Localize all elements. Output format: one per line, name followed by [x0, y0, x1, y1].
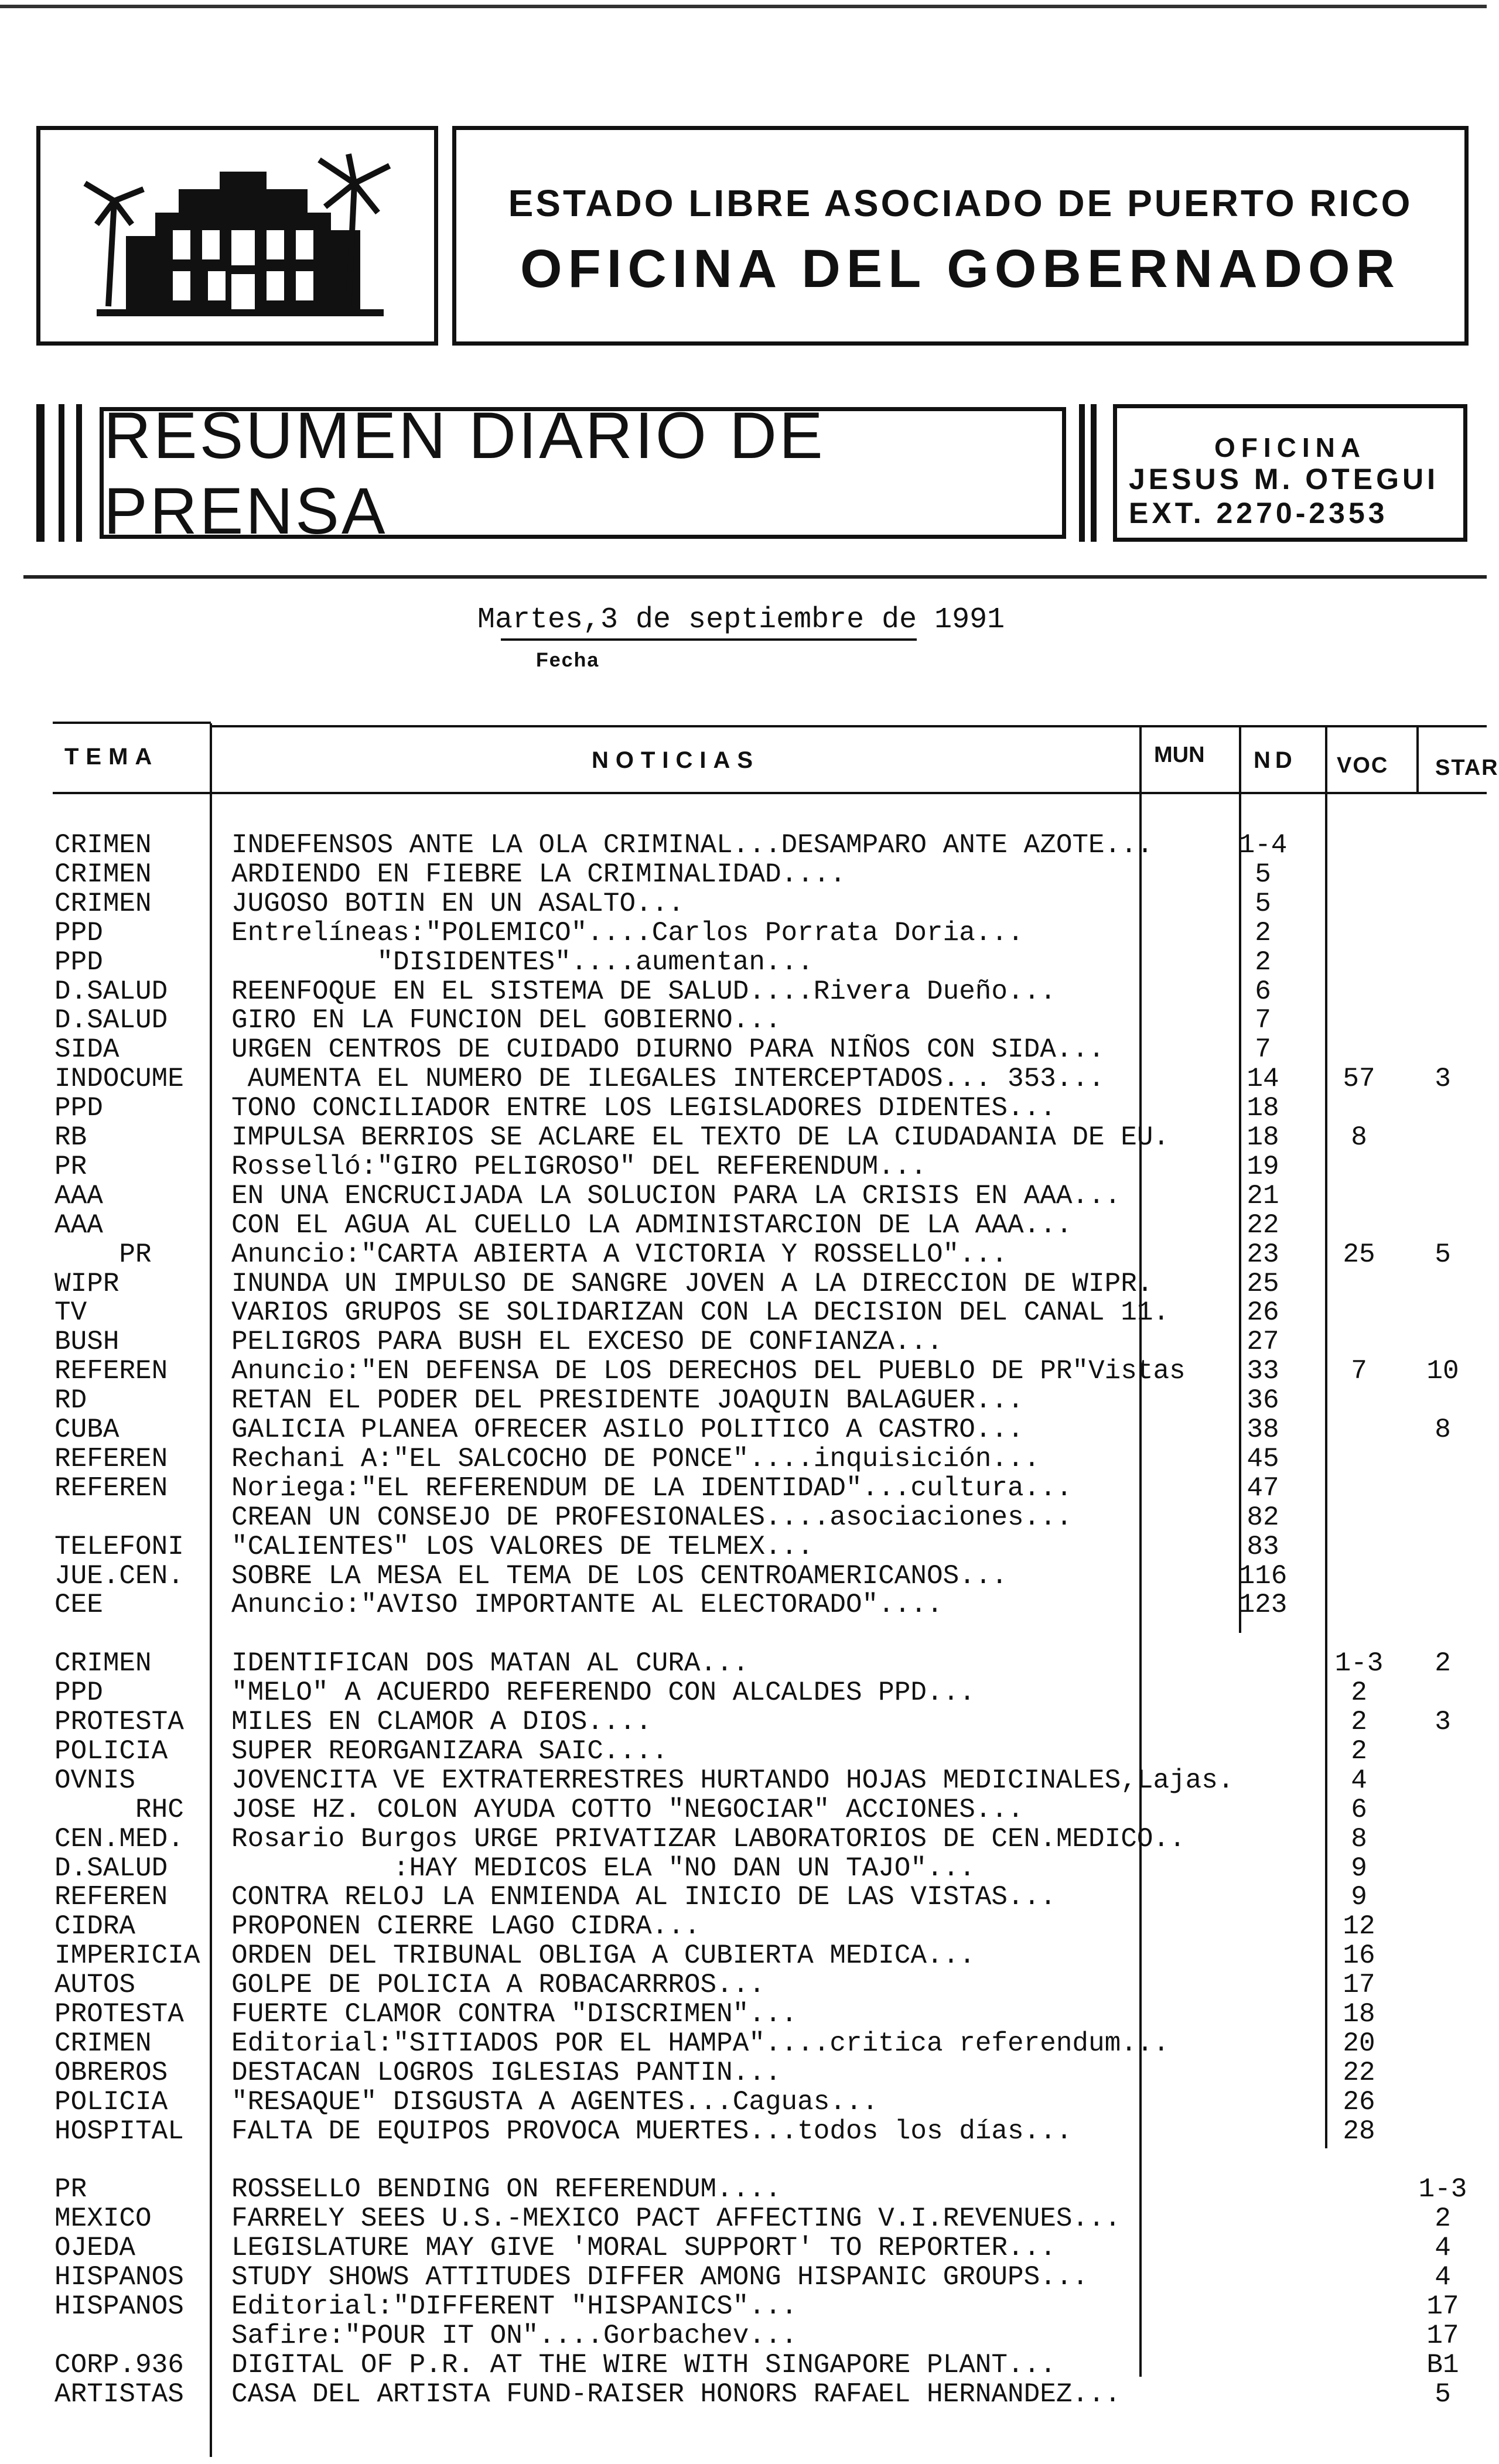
table-row [0, 1590, 1487, 1619]
row-tema: REFEREN [54, 1882, 168, 1913]
resumen-title-box [100, 398, 1066, 548]
table-row [0, 831, 1487, 860]
table-header-bottom-line [53, 792, 1487, 794]
row-tema: PPD [54, 917, 103, 948]
row-tema: CIDRA [54, 1911, 136, 1942]
row-tema: CORP.936 [54, 2349, 184, 2380]
row-tema: CRIMEN [54, 888, 152, 919]
table-row [0, 1474, 1487, 1503]
row-headline: Safire:"POUR IT ON"....Gorbachev... [231, 2320, 798, 2351]
table-row [0, 1678, 1487, 1707]
row-tema: CEN.MED. [54, 1823, 184, 1854]
row-headline: MILES EN CLAMOR A DIOS.... [231, 1707, 652, 1737]
row-voc-page: 28 [1343, 2116, 1375, 2147]
row-headline: GOLPE DE POLICIA A ROBACARRROS... [231, 1970, 765, 2001]
col-header-tema: TEMA [64, 744, 159, 770]
table-row [0, 2087, 1487, 2117]
row-star-page: 8 [1435, 1414, 1451, 1445]
table-row [0, 2029, 1487, 2058]
row-tema: TELEFONI [54, 1531, 184, 1562]
row-tema: SIDA [54, 1034, 119, 1065]
row-headline: ROSSELLO BENDING ON REFERENDUM.... [231, 2174, 781, 2205]
table-row [0, 1035, 1487, 1064]
row-voc-page: 9 [1351, 1853, 1367, 1884]
row-tema: CRIMEN [54, 859, 152, 890]
row-headline: JUGOSO BOTIN EN UN ASALTO... [231, 888, 684, 919]
table-row [0, 1298, 1487, 1327]
right-bar-2 [1091, 404, 1097, 542]
row-voc-page: 16 [1343, 1940, 1375, 1971]
row-tema: RHC [54, 1794, 184, 1825]
row-tema: REFEREN [54, 1443, 168, 1474]
row-headline: PROPONEN CIERRE LAGO CIDRA... [231, 1911, 701, 1942]
top-edge-line [0, 5, 1487, 8]
row-star-page: 3 [1435, 1064, 1451, 1095]
row-tema: OBREROS [54, 2057, 168, 2088]
row-voc-page: 26 [1343, 2086, 1375, 2117]
right-bar-1 [1079, 404, 1085, 542]
row-headline: CREAN UN CONSEJO DE PROFESIONALES....asociaciones... [231, 1502, 1073, 1533]
row-tema: PR [54, 2174, 87, 2205]
table-row [0, 1970, 1487, 2000]
row-star-page: 2 [1435, 1648, 1451, 1679]
row-nd-page: 14 [1247, 1064, 1279, 1095]
table-row [0, 1240, 1487, 1269]
table-row [0, 1854, 1487, 1883]
row-tema: PROTESTA [54, 1707, 184, 1737]
table-row [0, 2058, 1487, 2087]
row-tema: D.SALUD [54, 1005, 168, 1036]
row-tema: CEE [54, 1590, 103, 1621]
header-rule [23, 575, 1487, 579]
row-tema: PR [54, 1151, 87, 1182]
row-headline: INUNDA UN IMPULSO DE SANGRE JOVEN A LA DIRECCION DE WIPR. [231, 1268, 1153, 1299]
date-text: Martes,3 de septiembre de 1991 [477, 603, 1005, 637]
government-name: ESTADO LIBRE ASOCIADO DE PUERTO RICO [508, 182, 1413, 224]
row-tema: POLICIA [54, 1735, 168, 1766]
logo-box [36, 126, 438, 346]
row-headline: :HAY MEDICOS ELA "NO DAN UN TAJO"... [231, 1853, 975, 1884]
row-tema: CRIMEN [54, 830, 152, 860]
row-star-page: 3 [1435, 1707, 1451, 1737]
row-headline: URGEN CENTROS DE CUIDADO DIURNO PARA NIÑOS CON SIDA... [231, 1034, 1105, 1065]
row-tema: AAA [54, 1180, 103, 1211]
table-row [0, 1766, 1487, 1795]
row-nd-page: 1-4 [1238, 830, 1288, 860]
row-headline: TONO CONCILIADOR ENTRE LOS LEGISLADORES DIDENTES... [231, 1093, 1056, 1124]
table-row [0, 1649, 1487, 1678]
row-nd-page: 82 [1247, 1502, 1279, 1533]
col-header-mun: MUN [1154, 743, 1205, 767]
row-nd-page: 123 [1238, 1590, 1288, 1621]
col-header-star: STAR [1435, 756, 1499, 780]
row-headline: "MELO" A ACUERDO REFERENDO CON ALCALDES PPD... [231, 1677, 975, 1708]
table-row [0, 1093, 1487, 1123]
row-nd-page: 18 [1247, 1122, 1279, 1153]
table-row [0, 1561, 1487, 1591]
row-tema: HISPANOS [54, 2291, 184, 2322]
row-headline: "CALIENTES" LOS VALORES DE TELMEX... [231, 1531, 814, 1562]
row-headline: Editorial:"SITIADOS POR EL HAMPA"....critica referendum... [231, 2028, 1170, 2059]
resumen-title: RESUMEN DIARIO DE PRENSA [104, 398, 825, 548]
row-voc-page: 2 [1351, 1707, 1367, 1737]
row-tema: AUTOS [54, 1970, 136, 2001]
row-star-page: 4 [1435, 2262, 1451, 2293]
row-voc-page: 12 [1343, 1911, 1375, 1942]
row-nd-page: 7 [1255, 1005, 1271, 1036]
row-star-page: B1 [1426, 2349, 1459, 2380]
row-tema: JUE.CEN. [54, 1560, 184, 1591]
table-header-top-line [211, 725, 1487, 727]
row-headline: "DISIDENTES"....aumentan... [231, 946, 814, 978]
row-tema: PPD [54, 1093, 103, 1124]
row-headline: VARIOS GRUPOS SE SOLIDARIZAN CON LA DECISION DEL CANAL 11. [231, 1297, 1170, 1328]
row-nd-page: 19 [1247, 1151, 1279, 1182]
table-row [0, 1882, 1487, 1912]
row-headline: PELIGROS PARA BUSH EL EXCESO DE CONFIANZA... [231, 1327, 943, 1358]
row-star-page: 17 [1426, 2320, 1459, 2351]
table-row [0, 2000, 1487, 2029]
row-star-page: 17 [1426, 2291, 1459, 2322]
table-row [0, 1152, 1487, 1181]
table-row [0, 2175, 1487, 2204]
row-headline: Noriega:"EL REFERENDUM DE LA IDENTIDAD"...cultura... [231, 1472, 1073, 1503]
row-headline: EN UNA ENCRUCIJADA LA SOLUCION PARA LA CRISIS EN AAA... [231, 1180, 1121, 1211]
contact-office-label: OFICINA [1214, 432, 1367, 463]
table-row [0, 1327, 1487, 1356]
table-row [0, 889, 1487, 918]
row-nd-page: 5 [1255, 859, 1271, 890]
table-row [0, 2204, 1487, 2233]
table-row [0, 1269, 1487, 1298]
row-headline: FARRELY SEES U.S.-MEXICO PACT AFFECTING V.I.REVENUES... [231, 2203, 1121, 2234]
row-headline: RETAN EL PODER DEL PRESIDENTE JOAQUIN BALAGUER... [231, 1385, 1024, 1416]
col-header-noticias: NOTICIAS [592, 747, 760, 773]
table-row [0, 2350, 1487, 2380]
row-headline: REENFOQUE EN EL SISTEMA DE SALUD....Rivera Dueño... [231, 976, 1056, 1007]
row-voc-page: 8 [1351, 1823, 1367, 1854]
table-row [0, 1912, 1487, 1941]
row-headline: IMPULSA BERRIOS SE ACLARE EL TEXTO DE LA CIUDADANIA DE EU. [231, 1122, 1170, 1153]
row-tema: WIPR [54, 1268, 119, 1299]
row-headline: "RESAQUE" DISGUSTA A AGENTES...Caguas... [231, 2086, 879, 2117]
table-row [0, 1356, 1487, 1386]
table-row [0, 2380, 1487, 2409]
row-headline: Rosario Burgos URGE PRIVATIZAR LABORATORIOS DE CEN.MEDICO.. [231, 1823, 1186, 1854]
row-tema: PR [54, 1239, 152, 1270]
table-row [0, 1795, 1487, 1824]
row-headline: DIGITAL OF P.R. AT THE WIRE WITH SINGAPORE PLANT... [231, 2349, 1056, 2380]
tema-header-top-line [53, 722, 211, 724]
table-row [0, 1181, 1487, 1211]
table-row [0, 1444, 1487, 1474]
row-nd-page: 18 [1247, 1093, 1279, 1124]
row-headline: SUPER REORGANIZARA SAIC.... [231, 1735, 668, 1766]
row-nd-page: 2 [1255, 917, 1271, 948]
table-row [0, 977, 1487, 1006]
row-headline: Anuncio:"CARTA ABIERTA A VICTORIA Y ROSSELLO"... [231, 1239, 1008, 1270]
row-tema: IMPERICIA [54, 1940, 200, 1971]
row-nd-page: 26 [1247, 1297, 1279, 1328]
row-headline: ARDIENDO EN FIEBRE LA CRIMINALIDAD.... [231, 859, 846, 890]
star-column-divider [1416, 725, 1419, 792]
table-row [0, 2117, 1487, 2146]
row-tema: D.SALUD [54, 976, 168, 1007]
row-headline: Rechani A:"EL SALCOCHO DE PONCE"....inquisición... [231, 1443, 1040, 1474]
row-tema: AAA [54, 1209, 103, 1240]
row-voc-page: 22 [1343, 2057, 1375, 2088]
contact-box [1113, 404, 1467, 542]
row-star-page: 5 [1435, 1239, 1451, 1270]
row-nd-page: 21 [1247, 1180, 1279, 1211]
row-tema: ARTISTAS [54, 2378, 184, 2410]
row-tema: INDOCUME [54, 1064, 184, 1095]
row-headline: FALTA DE EQUIPOS PROVOCA MUERTES...todos los días... [231, 2116, 1073, 2147]
row-nd-page: 22 [1247, 1209, 1279, 1240]
row-star-page: 2 [1435, 2203, 1451, 2234]
row-headline: FUERTE CLAMOR CONTRA "DISCRIMEN"... [231, 1999, 798, 2029]
row-tema: RD [54, 1385, 87, 1416]
row-nd-page: 23 [1247, 1239, 1279, 1270]
row-nd-page: 38 [1247, 1414, 1279, 1445]
left-bar-1 [36, 404, 45, 542]
row-voc-page: 18 [1343, 1999, 1375, 2029]
row-headline: DESTACAN LOGROS IGLESIAS PANTIN... [231, 2057, 781, 2088]
row-tema: BUSH [54, 1327, 119, 1358]
left-bar-3 [76, 404, 82, 542]
table-row [0, 1064, 1487, 1093]
table-row [0, 2233, 1487, 2263]
row-nd-page: 45 [1247, 1443, 1279, 1474]
row-voc-page: 20 [1343, 2028, 1375, 2059]
row-tema: HISPANOS [54, 2262, 184, 2293]
table-row [0, 1619, 1487, 1649]
row-tema: RB [54, 1122, 87, 1153]
row-tema: CRIMEN [54, 2028, 152, 2059]
row-star-page: 4 [1435, 2233, 1451, 2264]
row-headline: CASA DEL ARTISTA FUND-RAISER HONORS RAFAEL HERNANDEZ... [231, 2378, 1121, 2410]
row-nd-page: 27 [1247, 1327, 1279, 1358]
contact-extension: EXT. 2270-2353 [1129, 497, 1388, 529]
row-voc-page: 4 [1351, 1765, 1367, 1796]
row-tema: REFEREN [54, 1472, 168, 1503]
row-voc-page: 2 [1351, 1677, 1367, 1708]
row-nd-page: 6 [1255, 976, 1271, 1007]
row-voc-page: 9 [1351, 1882, 1367, 1913]
row-voc-page: 17 [1343, 1970, 1375, 2001]
row-headline: CONTRA RELOJ LA ENMIENDA AL INICIO DE LAS VISTAS... [231, 1882, 1056, 1913]
row-tema: D.SALUD [54, 1853, 168, 1884]
row-nd-page: 7 [1255, 1034, 1271, 1065]
row-star-page: 5 [1435, 2378, 1451, 2410]
table-row [0, 918, 1487, 948]
table-row [0, 1211, 1487, 1240]
table-row [0, 1386, 1487, 1415]
row-headline: JOVENCITA VE EXTRATERRESTRES HURTANDO HOJAS MEDICINALES,Lajas. [231, 1765, 1234, 1796]
fortaleza-building-icon [73, 148, 401, 324]
row-tema: CRIMEN [54, 1648, 152, 1679]
table-row [0, 948, 1487, 977]
row-voc-page: 6 [1351, 1794, 1367, 1825]
row-nd-page: 83 [1247, 1531, 1279, 1562]
row-headline: SOBRE LA MESA EL TEMA DE LOS CENTROAMERICANOS... [231, 1560, 1008, 1591]
row-tema: POLICIA [54, 2086, 168, 2117]
row-headline: Rosselló:"GIRO PELIGROSO" DEL REFERENDUM... [231, 1151, 927, 1182]
row-star-page: 1-3 [1418, 2174, 1467, 2205]
row-nd-page: 5 [1255, 888, 1271, 919]
row-tema: OVNIS [54, 1765, 136, 1796]
table-row [0, 860, 1487, 889]
row-voc-page: 7 [1351, 1356, 1367, 1387]
row-voc-page: 8 [1351, 1122, 1367, 1153]
row-headline: LEGISLATURE MAY GIVE 'MORAL SUPPORT' TO REPORTER... [231, 2233, 1056, 2264]
row-nd-page: 47 [1247, 1472, 1279, 1503]
table-row [0, 1415, 1487, 1444]
row-nd-page: 116 [1238, 1560, 1288, 1591]
table-row [0, 1737, 1487, 1766]
table-row [0, 2292, 1487, 2321]
col-header-nd: ND [1254, 747, 1297, 773]
table-row [0, 2321, 1487, 2350]
row-nd-page: 25 [1247, 1268, 1279, 1299]
row-tema: REFEREN [54, 1356, 168, 1387]
row-tema: PPD [54, 946, 103, 978]
left-bar-2 [59, 404, 64, 542]
row-headline: Entrelíneas:"POLEMICO"....Carlos Porrata Doria... [231, 917, 1024, 948]
row-headline: GALICIA PLANEA OFRECER ASILO POLITICO A CASTRO... [231, 1414, 1024, 1445]
col-header-voc: VOC [1337, 753, 1389, 778]
row-tema: OJEDA [54, 2233, 136, 2264]
row-headline: CON EL AGUA AL CUELLO LA ADMINISTARCION DE LA AAA... [231, 1209, 1073, 1240]
row-headline: INDEFENSOS ANTE LA OLA CRIMINAL...DESAMPARO ANTE AZOTE... [231, 830, 1153, 860]
row-headline: JOSE HZ. COLON AYUDA COTTO "NEGOCIAR" ACCIONES... [231, 1794, 1024, 1825]
table-row [0, 2263, 1487, 2292]
row-headline: STUDY SHOWS ATTITUDES DIFFER AMONG HISPANIC GROUPS... [231, 2262, 1089, 2293]
row-nd-page: 33 [1247, 1356, 1279, 1387]
table-row [0, 1824, 1487, 1854]
table-row [0, 1707, 1487, 1737]
table-row [0, 1532, 1487, 1561]
row-voc-page: 1-3 [1334, 1648, 1384, 1679]
table-row [0, 1123, 1487, 1152]
row-headline: Anuncio:"EN DEFENSA DE LOS DERECHOS DEL PUEBLO DE PR"Vistas [231, 1356, 1186, 1387]
row-voc-page: 2 [1351, 1735, 1367, 1766]
table-row [0, 1006, 1487, 1035]
row-tema: CUBA [54, 1414, 119, 1445]
row-headline: Editorial:"DIFFERENT "HISPANICS"... [231, 2291, 798, 2322]
government-header-box [452, 126, 1469, 346]
date-label: Fecha [536, 649, 600, 671]
table-row [0, 2146, 1487, 2175]
date-underline [501, 638, 917, 641]
row-voc-page: 25 [1343, 1239, 1375, 1270]
row-tema: HOSPITAL [54, 2116, 184, 2147]
row-tema: MEXICO [54, 2203, 152, 2234]
table-row [0, 1941, 1487, 1970]
office-name: OFICINA DEL GOBERNADOR [520, 239, 1401, 299]
row-headline: GIRO EN LA FUNCION DEL GOBIERNO... [231, 1005, 781, 1036]
row-tema: TV [54, 1297, 87, 1328]
row-headline: IDENTIFICAN DOS MATAN AL CURA... [231, 1648, 749, 1679]
row-headline: ORDEN DEL TRIBUNAL OBLIGA A CUBIERTA MEDICA... [231, 1940, 975, 1971]
row-tema: PPD [54, 1677, 103, 1708]
table-row [0, 1503, 1487, 1532]
row-nd-page: 36 [1247, 1385, 1279, 1416]
row-headline: Anuncio:"AVISO IMPORTANTE AL ELECTORADO".... [231, 1590, 943, 1621]
row-headline: AUMENTA EL NUMERO DE ILEGALES INTERCEPTADOS... 353... [231, 1064, 1105, 1095]
contact-name: JESUS M. OTEGUI [1129, 463, 1439, 495]
row-star-page: 10 [1426, 1356, 1459, 1387]
row-tema: PROTESTA [54, 1999, 184, 2029]
row-nd-page: 2 [1255, 946, 1271, 978]
row-voc-page: 57 [1343, 1064, 1375, 1095]
